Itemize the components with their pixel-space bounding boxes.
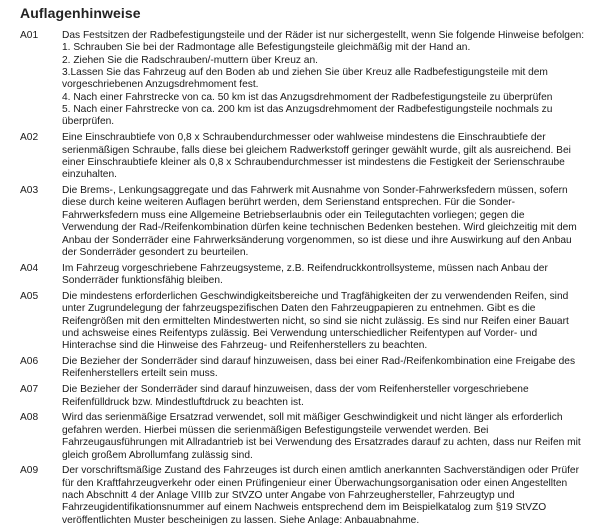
requirement-text-line: 1. Schrauben Sie bei der Radmontage alle Befestigungsteile gleichmäßig mit der Hand an. — [62, 42, 471, 54]
requirement-text — [62, 185, 580, 259]
requirement-text — [62, 412, 581, 461]
requirement-text-line: diese durch keine weiteren Auflagen berührt werden, dem Serienstand entsprechen. Für die Sonder- — [62, 197, 516, 209]
requirement-code: A06 — [20, 356, 39, 368]
requirement-text-line: der Sonderräder gesondert zu beurteilen. — [62, 246, 249, 258]
requirement-text — [62, 30, 584, 129]
requirement-text-line: und achsweise eines Reifentyps zulässig. Bei Verwendung unterschiedlicher Reifentypen auf Vorder- und — [62, 327, 538, 339]
requirement-text-line: für den Kraftfahrzeugverkehr oder einen Prüfingenieur einer Überwachungsorganisation oder einen Angestellten — [62, 477, 568, 489]
requirement-text-line: Verwendung der Rad-/Reifenkombination dürfen keine technischen Bedenken bestehen. Wird gleichzeitig mit dem — [62, 222, 577, 234]
requirement-text — [62, 356, 580, 381]
section-title: Auflagenhinweise — [20, 5, 141, 21]
requirement-code: A02 — [20, 132, 39, 144]
requirement-item — [20, 291, 580, 353]
requirement-item — [20, 30, 585, 129]
requirement-code: A07 — [20, 384, 39, 396]
requirement-item — [20, 263, 580, 288]
requirement-text-line: Die mindestens erforderlichen Geschwindigkeitsbereiche und Tragfähigkeiten der zu verwendenden Reifen, sind — [62, 290, 569, 302]
requirement-text-line: Die Brems-, Lenkungsaggregate und das Fahrwerk mit Ausnahme von Sonder-Fahrwerksfedern müssen, sofern — [62, 185, 568, 197]
requirement-text-line: Wird das serienmäßige Ersatzrad verwendet, soll mit mäßiger Geschwindigkeit und nicht länger als erforderlich — [62, 412, 563, 424]
requirement-item — [20, 465, 580, 527]
requirement-text-line: Reifengrößen mit den ermittelten Mindestwerten nicht, so sind sie nicht zulässig. Es sind nur Reifen einer Bauart — [62, 315, 569, 327]
requirements-list — [20, 30, 585, 531]
requirement-text-line: unter Zugrundelegung der fahrzeugspezifischen Daten den Fahrzeugpapieren zu entnehmen. Gibt es die — [62, 303, 536, 315]
requirement-text-line: Das Festsitzen der Radbefestigungsteile und der Räder ist nur sichergestellt, wenn Sie folgende Hinweise befolgen: — [62, 30, 585, 41]
requirement-text-line: Fahrzeugidentifikationsnummer auf einem Nachweis entsprechend dem im Beispielkatalog zum §19 StVZO — [62, 502, 547, 514]
requirement-text — [62, 384, 580, 409]
requirement-code: A04 — [20, 262, 39, 274]
requirement-text-line: Hinterachse sind die Hinweise des Fahrzeug- und Reifenherstellers zu beachten. — [62, 340, 428, 352]
requirement-text-line: Im Fahrzeug vorgeschriebene Fahrzeugsysteme, z.B. Reifendruckkontrollsysteme, müssen nach Anbau der — [62, 262, 548, 274]
requirement-text-line: Der vorschriftsmäßige Zustand des Fahrzeuges ist durch einen amtlich anerkannten Sachverständigen oder Prüfer — [62, 465, 579, 477]
requirement-text-line: vorgeschriebenen Anzugsdrehmoment fest. — [62, 79, 259, 91]
requirement-text-line: Fahrzeugausführungen mit Allradantrieb ist bei Verwendung des Ersatzrades darauf zu achten, dass nur Reifen mit — [62, 437, 581, 449]
requirement-item — [20, 412, 580, 461]
requirement-item — [20, 132, 580, 181]
requirement-text-line: 5. Nach einer Fahrstrecke von ca. 200 km ist das Anzugsdrehmoment der Radbefestigungsteile nochmals zu — [62, 104, 553, 116]
requirement-text-line: Fahrwerksfedern muss eine Allgemeine Betriebserlaubnis oder ein Teilegutachten vorliegen; gegen die — [62, 209, 525, 221]
requirement-text — [62, 132, 580, 181]
requirement-text-line: Reifenfülldruck bzw. Mindestluftdruck zu beachten ist. — [62, 396, 304, 408]
requirement-text-line: Eine Einschraubtiefe von 0,8 x Schraubendurchmesser oder wahlweise mindestens die Einschraubtiefe der — [62, 132, 546, 144]
requirement-item — [20, 356, 580, 381]
requirement-text-line: 2. Ziehen Sie die Radschrauben/-muttern über Kreuz an. — [62, 54, 318, 66]
requirement-text-line: überprüfen. — [62, 116, 115, 128]
requirement-text-line: 4. Nach einer Fahrstrecke von ca. 50 km ist das Anzugsdrehmoment der Radbefestigungsteile zu überprüfen — [62, 91, 553, 103]
requirement-text-line: veröffentlichten Muster bescheinigen zu lassen. Siehe Anlage: Anbauabnahme. — [62, 514, 420, 526]
requirement-text-line: Sonderräder funktionsfähig bleiben. — [62, 275, 223, 287]
requirement-item — [20, 185, 580, 259]
requirement-text-line: einzuhalten. — [62, 169, 117, 181]
requirement-code: A09 — [20, 465, 39, 477]
requirement-text-line: Die Bezieher der Sonderräder sind darauf hinzuweisen, dass bei einer Rad-/Reifenkombination eine Freigabe des — [62, 356, 576, 368]
requirement-text — [62, 263, 580, 288]
requirement-text-line: nach Abschnitt 4 der Anlage VIIIb zur StVZO unter Angabe von Fahrzeughersteller, Fahrzeugtyp und — [62, 490, 515, 502]
requirement-code: A08 — [20, 412, 39, 424]
requirement-text-line: 3.Lassen Sie das Fahrzeug auf den Boden ab und ziehen Sie über Kreuz alle Radbefestigungsteile mit dem — [62, 67, 548, 79]
requirement-text-line: einer Einschraubtiefe kleiner als 0,8 x Schraubendurchmesser ist mindestens die Festigkeit der Serienschraube — [62, 156, 565, 168]
requirement-text-line: gefahren werden. Hierbei müssen die serienmäßigen Befestigungsteile verwendet werden. Bei — [62, 424, 489, 436]
requirement-text-line: Reifenherstellers erteilt sein muss. — [62, 368, 218, 380]
requirement-code: A05 — [20, 290, 39, 302]
requirement-text-line: serienmäßigen Schraube, falls diese bei gleichem Radwerkstoff geringer gewählt wurde, gilt als ausreichend. Bei — [62, 144, 571, 156]
requirement-text-line: Anbau der Sonderräder eine Fahrwerksänderung vorgenommen, so ist diese und ihre Auswirkung auf den Anbau — [62, 234, 572, 246]
requirement-code: A01 — [20, 30, 39, 41]
requirement-item — [20, 384, 580, 409]
requirement-text-line: Die Bezieher der Sonderräder sind darauf hinzuweisen, dass der vom Reifenhersteller vorgeschriebene — [62, 384, 529, 396]
requirement-text — [62, 465, 580, 527]
requirement-code: A03 — [20, 185, 39, 197]
requirement-text-line: gleich großem Abrollumfang zulässig sind. — [62, 449, 253, 461]
requirement-text — [62, 291, 580, 353]
